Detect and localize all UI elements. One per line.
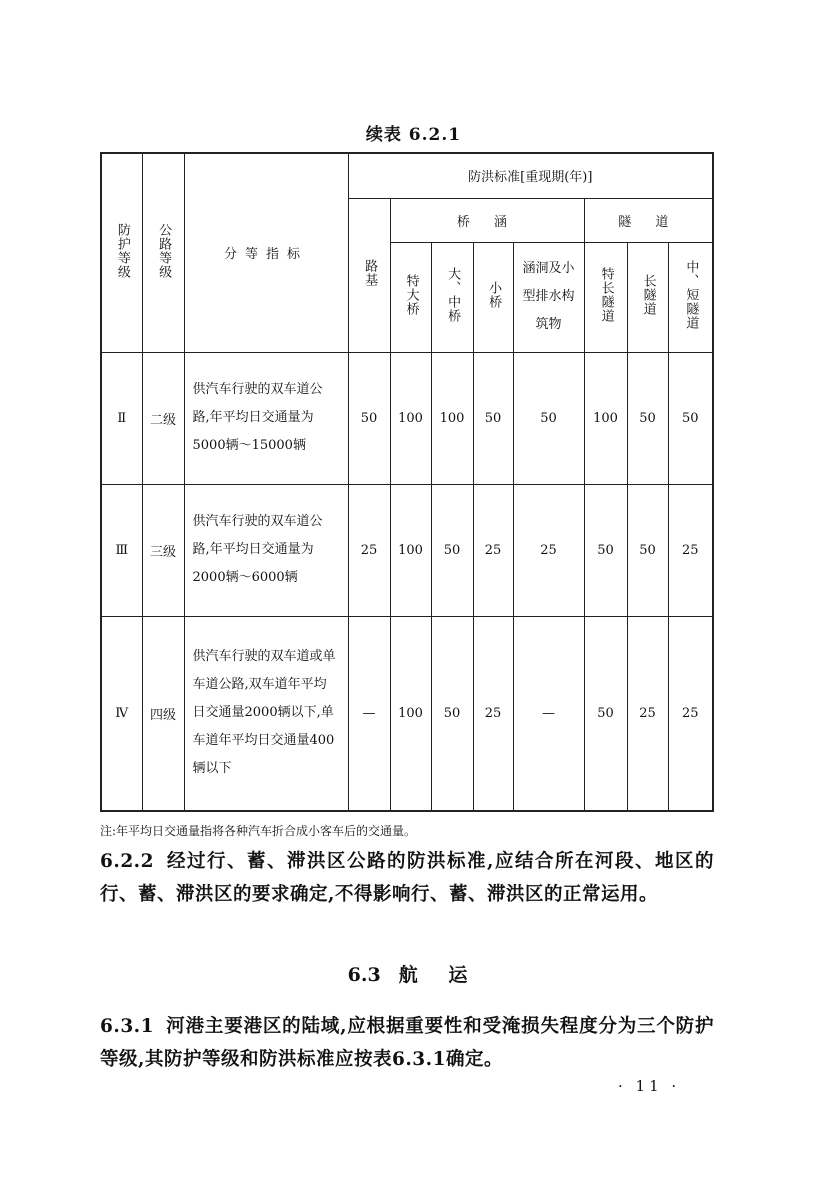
header-protection-level: 防护等级 bbox=[101, 153, 142, 352]
value-cell: 25 bbox=[348, 484, 390, 616]
section-number: 6.3 bbox=[347, 964, 381, 986]
table-note: 注:年平均日交通量指将各种汽车折合成小客车后的交通量。 bbox=[100, 824, 417, 838]
table-row bbox=[101, 616, 713, 811]
flood-standard-table bbox=[100, 152, 714, 812]
header-criteria: 分等指标 bbox=[184, 153, 348, 352]
grade-cell: 二级 bbox=[142, 352, 184, 484]
section-title: 航 运 bbox=[398, 964, 480, 986]
level-cell: Ⅳ bbox=[101, 616, 142, 811]
value-cell: 50 bbox=[584, 484, 627, 616]
header-small-bridge: 小桥 bbox=[473, 242, 513, 352]
header-long-tunnel: 长隧道 bbox=[627, 242, 668, 352]
clause-text: 经过行、蓄、滞洪区公路的防洪标准,应结合所在河段、地区的行、蓄、滞洪区的要求确定,不得影响行、蓄、滞洪区的正常运用。 bbox=[100, 851, 714, 905]
section-heading bbox=[0, 960, 827, 987]
level-cell: Ⅲ bbox=[101, 484, 142, 616]
value-cell: 100 bbox=[390, 484, 431, 616]
clause-6-3-1 bbox=[100, 1010, 714, 1076]
table-row bbox=[101, 352, 713, 484]
value-cell: 50 bbox=[513, 352, 584, 484]
clause-number: 6.3.1 bbox=[100, 1016, 154, 1037]
table-row bbox=[101, 484, 713, 616]
value-cell: 25 bbox=[668, 616, 713, 811]
header-tunnel: 隧 道 bbox=[584, 198, 713, 242]
clause-6-2-2 bbox=[100, 845, 714, 911]
value-cell: 50 bbox=[584, 616, 627, 811]
table-caption: 续表 6.2.1 bbox=[365, 125, 462, 145]
header-road-grade: 公路等级 bbox=[142, 153, 184, 352]
header-subgrade: 路基 bbox=[348, 198, 390, 352]
value-cell: — bbox=[513, 616, 584, 811]
clause-number: 6.2.2 bbox=[100, 851, 154, 872]
criteria-cell: 供汽车行驶的双车道公路,年平均日交通量为5000辆～15000辆 bbox=[184, 352, 348, 484]
criteria-cell: 供汽车行驶的双车道公路,年平均日交通量为2000辆～6000辆 bbox=[184, 484, 348, 616]
level-cell: Ⅱ bbox=[101, 352, 142, 484]
value-cell: 100 bbox=[390, 352, 431, 484]
criteria-cell: 供汽车行驶的双车道或单车道公路,双车道年平均日交通量2000辆以下,单车道年平均日交通量400辆以下 bbox=[184, 616, 348, 811]
grade-cell: 四级 bbox=[142, 616, 184, 811]
value-cell: 100 bbox=[390, 616, 431, 811]
value-cell: 50 bbox=[348, 352, 390, 484]
value-cell: 25 bbox=[473, 484, 513, 616]
value-cell: 50 bbox=[668, 352, 713, 484]
grade-cell: 三级 bbox=[142, 484, 184, 616]
value-cell: 25 bbox=[513, 484, 584, 616]
page-number: · 11 · bbox=[618, 1077, 681, 1095]
header-extra-large-bridge: 特大桥 bbox=[390, 242, 431, 352]
header-extra-long-tunnel: 特长隧道 bbox=[584, 242, 627, 352]
header-medium-short-tunnel: 中、短隧道 bbox=[668, 242, 713, 352]
value-cell: 50 bbox=[431, 484, 473, 616]
value-cell: 100 bbox=[431, 352, 473, 484]
clause-text: 河港主要港区的陆域,应根据重要性和受淹损失程度分为三个防护等级,其防护等级和防洪标准应按表6.3.1确定。 bbox=[100, 1016, 714, 1070]
value-cell: 50 bbox=[473, 352, 513, 484]
header-culvert: 涵洞及小型排水构筑物 bbox=[513, 242, 584, 352]
value-cell: 50 bbox=[627, 352, 668, 484]
header-large-medium-bridge: 大、中桥 bbox=[431, 242, 473, 352]
value-cell: 25 bbox=[668, 484, 713, 616]
value-cell: 25 bbox=[627, 616, 668, 811]
header-bridge-culvert: 桥 涵 bbox=[390, 198, 584, 242]
value-cell: 50 bbox=[431, 616, 473, 811]
value-cell: 100 bbox=[584, 352, 627, 484]
header-standard: 防洪标准[重现期(年)] bbox=[348, 153, 713, 198]
value-cell: — bbox=[348, 616, 390, 811]
value-cell: 50 bbox=[627, 484, 668, 616]
value-cell: 25 bbox=[473, 616, 513, 811]
